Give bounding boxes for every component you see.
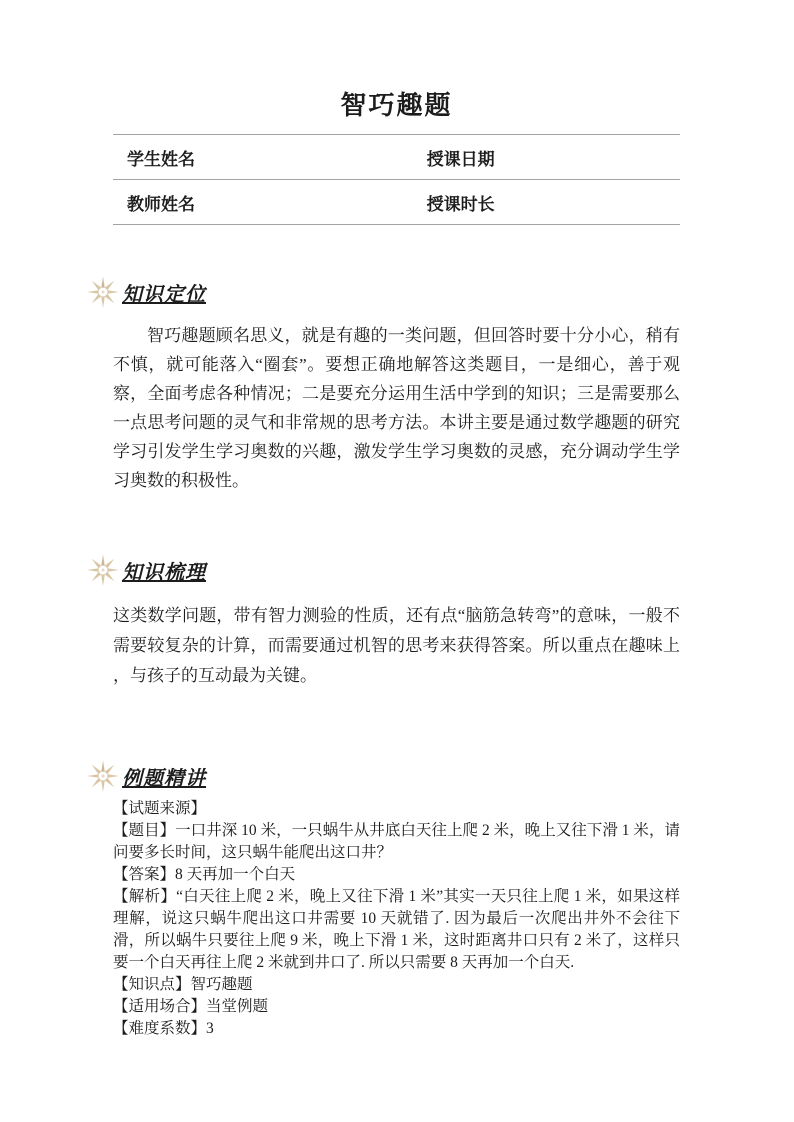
starburst-icon (86, 553, 120, 587)
item-text: 智巧趣题 (190, 976, 253, 993)
item-text: 一口井深 10 米，一只蜗牛从井底白天往上爬 2 米，晚上又往下滑 1 米，请问要多长时间，这只蜗牛能爬出这口井？ (113, 822, 680, 861)
example-item-answer (113, 864, 680, 886)
teaching-duration-value (572, 180, 680, 225)
table-row (113, 135, 680, 180)
example-item-analysis (113, 886, 680, 974)
item-label: 【难度系数】 (113, 1020, 207, 1037)
section-header (86, 275, 680, 309)
teacher-name-value (305, 180, 413, 225)
section-header (86, 553, 680, 587)
item-label: 【适用场合】 (113, 998, 207, 1015)
example-item-knowledge-point (113, 974, 680, 996)
example-item-list (113, 798, 680, 1040)
item-label: 【题目】 (113, 822, 176, 839)
section-heading: 例题精讲 (122, 767, 206, 790)
teacher-name-label: 教师姓名 (113, 180, 305, 225)
starburst-icon (86, 759, 120, 793)
section-example-explanation (113, 759, 680, 1040)
item-label: 【试题来源】 (113, 800, 207, 817)
example-item-difficulty (113, 1018, 680, 1040)
student-name-value (305, 135, 413, 180)
section-heading: 知识梳理 (122, 561, 206, 584)
section-heading: 知识定位 (122, 283, 206, 306)
item-text: “白天往上爬 2 米，晚上又往下滑 1 米”其实一天只往上爬 1 米，如果这样理解，说这只蜗牛爬出这口井需要 10 天就错了. 因为最后一次爬出井外不会往下滑，所以蜗牛只要往上爬 9 米，晚上下滑 1 米，这时距离井口只有 2 米了，这样只要一个白天再往上爬 2 米就到井口了. 所以只需要 8 天再加一个白天. (113, 888, 680, 971)
section-body: 这类数学问题，带有智力测验的性质，还有点“脑筋急转弯”的意味，一般不需要较复杂的计算，而需要通过机智的思考来获得答案。所以重点在趣味上 ，与孩子的互动最为关键。 (113, 606, 680, 685)
example-item-applicable-occasion (113, 996, 680, 1018)
item-label: 【知识点】 (113, 976, 191, 993)
table-row (113, 180, 680, 225)
section-header (86, 759, 680, 793)
example-item-source (113, 798, 680, 820)
item-text: 当堂例题 (206, 998, 269, 1015)
item-text: 3 (206, 1020, 214, 1037)
student-name-label: 学生姓名 (113, 135, 305, 180)
item-label: 【解析】 (113, 888, 177, 905)
teaching-date-label: 授课日期 (413, 135, 572, 180)
info-table (113, 134, 680, 225)
example-item-question (113, 820, 680, 864)
item-text: 8 天再加一个白天 (175, 866, 296, 883)
item-label: 【答案】 (113, 866, 176, 883)
section-body: 智巧趣题顾名思义，就是有趣的一类问题，但回答时要十分小心，稍有不慎，就可能落入“圈套”。要想正确地解答这类题目，一是细心，善于观察，全面考虑各种情况；二是要充分运用生活中学到的知识；三是需要那么一点思考问题的灵气和非常规的思考方法。本讲主要是通过数学趣题的研究学习引发学生学习奥数的兴趣，激发学生学习奥数的灵感，充分调动学生学习奥数的积极性。 (113, 326, 680, 490)
teaching-duration-label: 授课时长 (413, 180, 572, 225)
page-title: 智巧趣题 (340, 91, 453, 120)
starburst-icon (86, 275, 120, 309)
section-knowledge-positioning (113, 275, 680, 495)
teaching-date-value (572, 135, 680, 180)
section-knowledge-combing (113, 553, 680, 691)
